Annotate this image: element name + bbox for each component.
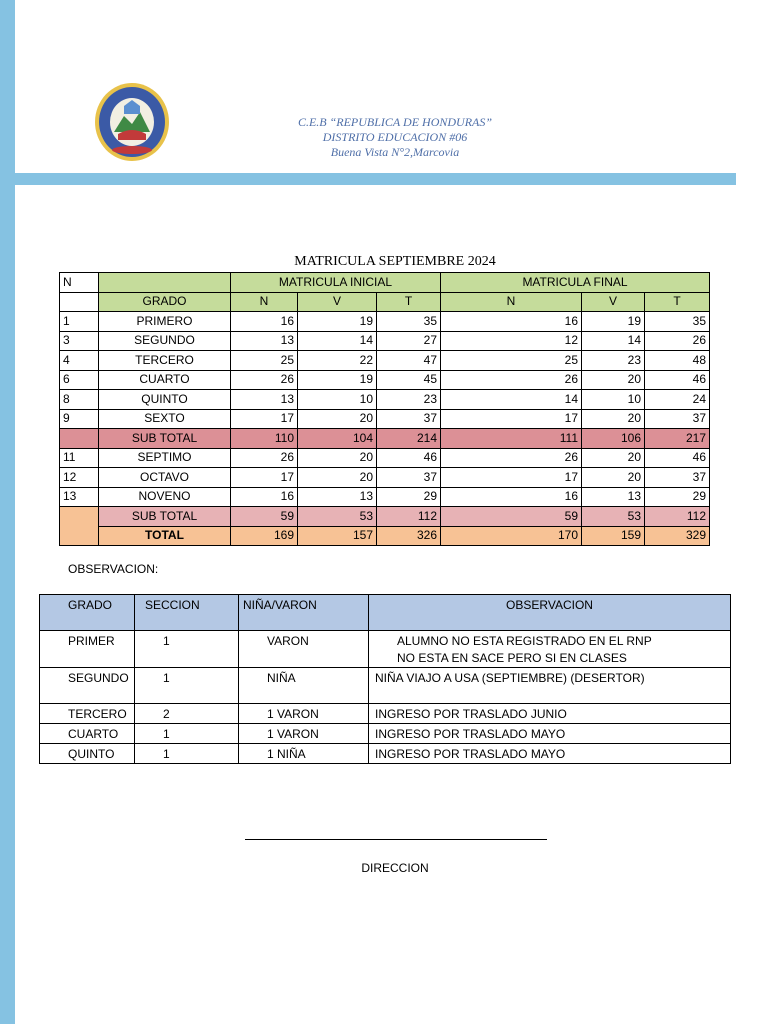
cell-n-final: 170 xyxy=(441,526,582,546)
cell-n-initial: 17 xyxy=(231,409,298,429)
cell-t-final: 37 xyxy=(645,468,710,488)
cell-t-final: 217 xyxy=(645,429,710,449)
cell-v-final: 20 xyxy=(582,468,645,488)
row-grado: SUB TOTAL xyxy=(99,507,231,527)
table-row xyxy=(60,351,710,371)
cell-t-final: 46 xyxy=(645,370,710,390)
obs-text-line: NO ESTA EN SACE PERO SI EN CLASES xyxy=(397,651,627,665)
cell-t-final: 329 xyxy=(645,526,710,546)
row-grado: PRIMERO xyxy=(99,312,231,332)
obs-sexo: VARON xyxy=(239,631,369,668)
cell-v-final: 10 xyxy=(582,390,645,410)
cell-t-initial: 47 xyxy=(377,351,441,371)
cell-v-initial: 20 xyxy=(298,409,377,429)
row-grado: SUB TOTAL xyxy=(99,429,231,449)
header-grado: GRADO xyxy=(40,595,135,631)
cell-v-initial: 104 xyxy=(298,429,377,449)
obs-grado: PRIMER xyxy=(40,631,135,668)
header-observacion: OBSERVACION xyxy=(369,595,731,631)
total-row xyxy=(60,526,710,546)
cell-n-final: 17 xyxy=(441,468,582,488)
enrollment-title: MATRICULA SEPTIEMBRE 2024 xyxy=(294,254,496,269)
cell-t-initial: 27 xyxy=(377,331,441,351)
cell-t-initial: 214 xyxy=(377,429,441,449)
table-subheader-row xyxy=(60,292,710,312)
cell-v-initial: 10 xyxy=(298,390,377,410)
school-logo xyxy=(94,82,170,162)
header-matricula-final: MATRICULA FINAL xyxy=(441,273,710,293)
table-row xyxy=(60,409,710,429)
observation-row xyxy=(40,668,731,704)
subtotal-row xyxy=(60,507,710,527)
obs-seccion: 1 xyxy=(135,631,239,668)
subheader-v-final: V xyxy=(582,292,645,312)
left-accent-bar xyxy=(0,0,15,1024)
observation-row xyxy=(40,631,731,668)
obs-text: INGRESO POR TRASLADO MAYO xyxy=(369,744,731,764)
cell-t-final: 112 xyxy=(645,507,710,527)
cell-v-initial: 157 xyxy=(298,526,377,546)
obs-text: INGRESO POR TRASLADO MAYO xyxy=(369,724,731,744)
row-n-merged xyxy=(60,507,99,546)
cell-t-final: 24 xyxy=(645,390,710,410)
obs-sexo: 1 VARON xyxy=(239,724,369,744)
obs-text xyxy=(369,631,731,668)
cell-v-initial: 13 xyxy=(298,487,377,507)
header-matricula-inicial: MATRICULA INICIAL xyxy=(231,273,441,293)
header-sexo: NIÑA/VARON xyxy=(239,595,369,631)
row-grado: SEPTIMO xyxy=(99,448,231,468)
row-n: 6 xyxy=(60,370,99,390)
obs-text: INGRESO POR TRASLADO JUNIO xyxy=(369,704,731,724)
cell-v-initial: 19 xyxy=(298,312,377,332)
cell-t-final: 26 xyxy=(645,331,710,351)
obs-sexo: 1 NIÑA xyxy=(239,744,369,764)
obs-seccion: 1 xyxy=(135,668,239,704)
cell-t-initial: 45 xyxy=(377,370,441,390)
cell-t-initial: 37 xyxy=(377,409,441,429)
cell-n-final: 26 xyxy=(441,448,582,468)
obs-seccion: 1 xyxy=(135,724,239,744)
subheader-v-initial: V xyxy=(298,292,377,312)
cell-n-final: 25 xyxy=(441,351,582,371)
district-name: DISTRITO EDUCACION #06 xyxy=(322,130,468,144)
subheader-blank xyxy=(60,292,99,312)
cell-n-initial: 169 xyxy=(231,526,298,546)
header-n: N xyxy=(60,273,99,293)
cell-v-final: 20 xyxy=(582,448,645,468)
cell-n-final: 26 xyxy=(441,370,582,390)
observation-header-row xyxy=(40,595,731,631)
cell-n-initial: 110 xyxy=(231,429,298,449)
cell-t-final: 46 xyxy=(645,448,710,468)
row-n: 1 xyxy=(60,312,99,332)
cell-t-final: 48 xyxy=(645,351,710,371)
cell-t-initial: 29 xyxy=(377,487,441,507)
row-grado: TOTAL xyxy=(99,526,231,546)
subtotal-row xyxy=(60,429,710,449)
row-n: 11 xyxy=(60,448,99,468)
cell-n-initial: 26 xyxy=(231,448,298,468)
cell-t-final: 29 xyxy=(645,487,710,507)
subheader-t-initial: T xyxy=(377,292,441,312)
obs-text-line: ALUMNO NO ESTA REGISTRADO EN EL RNP xyxy=(397,634,652,648)
signature-label: DIRECCION xyxy=(361,861,429,875)
cell-t-initial: 326 xyxy=(377,526,441,546)
cell-v-initial: 53 xyxy=(298,507,377,527)
cell-n-final: 12 xyxy=(441,331,582,351)
row-n: 3 xyxy=(60,331,99,351)
table-row xyxy=(60,370,710,390)
cell-t-initial: 112 xyxy=(377,507,441,527)
row-grado: OCTAVO xyxy=(99,468,231,488)
row-n: 4 xyxy=(60,351,99,371)
school-address: Buena Vista N°2,Marcovia xyxy=(330,145,460,159)
cell-n-initial: 59 xyxy=(231,507,298,527)
cell-v-initial: 14 xyxy=(298,331,377,351)
row-grado: SEXTO xyxy=(99,409,231,429)
table-row xyxy=(60,390,710,410)
cell-v-final: 23 xyxy=(582,351,645,371)
school-name: C.E.B “REPUBLICA DE HONDURAS” xyxy=(297,115,493,129)
cell-v-final: 106 xyxy=(582,429,645,449)
row-n: 8 xyxy=(60,390,99,410)
observation-row xyxy=(40,744,731,764)
cell-v-initial: 20 xyxy=(298,468,377,488)
obs-seccion: 2 xyxy=(135,704,239,724)
signature-line xyxy=(245,839,547,840)
row-grado: TERCERO xyxy=(99,351,231,371)
cell-n-final: 16 xyxy=(441,312,582,332)
cell-n-final: 59 xyxy=(441,507,582,527)
observation-table xyxy=(39,594,731,764)
subheader-t-final: T xyxy=(645,292,710,312)
cell-n-initial: 26 xyxy=(231,370,298,390)
cell-t-initial: 37 xyxy=(377,468,441,488)
cell-t-initial: 23 xyxy=(377,390,441,410)
cell-v-final: 159 xyxy=(582,526,645,546)
cell-v-final: 53 xyxy=(582,507,645,527)
cell-t-final: 35 xyxy=(645,312,710,332)
observation-row xyxy=(40,724,731,744)
subheader-n-initial: N xyxy=(231,292,298,312)
header-divider xyxy=(15,173,736,185)
row-grado: NOVENO xyxy=(99,487,231,507)
cell-v-final: 13 xyxy=(582,487,645,507)
obs-grado: CUARTO xyxy=(40,724,135,744)
row-n: 9 xyxy=(60,409,99,429)
obs-sexo: NIÑA xyxy=(239,668,369,704)
cell-t-initial: 46 xyxy=(377,448,441,468)
table-row xyxy=(60,468,710,488)
table-row xyxy=(60,331,710,351)
header-grado: GRADO xyxy=(99,292,231,312)
cell-v-initial: 20 xyxy=(298,448,377,468)
row-n: 13 xyxy=(60,487,99,507)
header-blank xyxy=(99,273,231,293)
cell-v-final: 20 xyxy=(582,409,645,429)
row-grado: SEGUNDO xyxy=(99,331,231,351)
subheader-n-final: N xyxy=(441,292,582,312)
row-grado: CUARTO xyxy=(99,370,231,390)
cell-n-final: 14 xyxy=(441,390,582,410)
cell-v-initial: 22 xyxy=(298,351,377,371)
row-grado: QUINTO xyxy=(99,390,231,410)
cell-n-initial: 16 xyxy=(231,312,298,332)
cell-n-initial: 16 xyxy=(231,487,298,507)
cell-t-final: 37 xyxy=(645,409,710,429)
obs-sexo: 1 VARON xyxy=(239,704,369,724)
cell-n-initial: 13 xyxy=(231,390,298,410)
observation-label: OBSERVACION: xyxy=(68,562,159,576)
cell-n-initial: 17 xyxy=(231,468,298,488)
enrollment-table xyxy=(59,272,710,546)
cell-n-final: 17 xyxy=(441,409,582,429)
table-row xyxy=(60,487,710,507)
table-row xyxy=(60,312,710,332)
cell-v-initial: 19 xyxy=(298,370,377,390)
obs-grado: SEGUNDO xyxy=(40,668,135,704)
cell-n-final: 111 xyxy=(441,429,582,449)
cell-t-initial: 35 xyxy=(377,312,441,332)
cell-v-final: 20 xyxy=(582,370,645,390)
observation-row xyxy=(40,704,731,724)
obs-seccion: 1 xyxy=(135,744,239,764)
cell-n-initial: 25 xyxy=(231,351,298,371)
header-seccion: SECCION xyxy=(135,595,239,631)
cell-n-initial: 13 xyxy=(231,331,298,351)
cell-v-final: 14 xyxy=(582,331,645,351)
cell-n-final: 16 xyxy=(441,487,582,507)
row-n: 12 xyxy=(60,468,99,488)
obs-grado: QUINTO xyxy=(40,744,135,764)
obs-grado: TERCERO xyxy=(40,704,135,724)
row-n xyxy=(60,429,99,449)
table-row xyxy=(60,448,710,468)
table-header-row xyxy=(60,273,710,293)
obs-text: NIÑA VIAJO A USA (SEPTIEMBRE) (DESERTOR) xyxy=(369,668,731,704)
cell-v-final: 19 xyxy=(582,312,645,332)
